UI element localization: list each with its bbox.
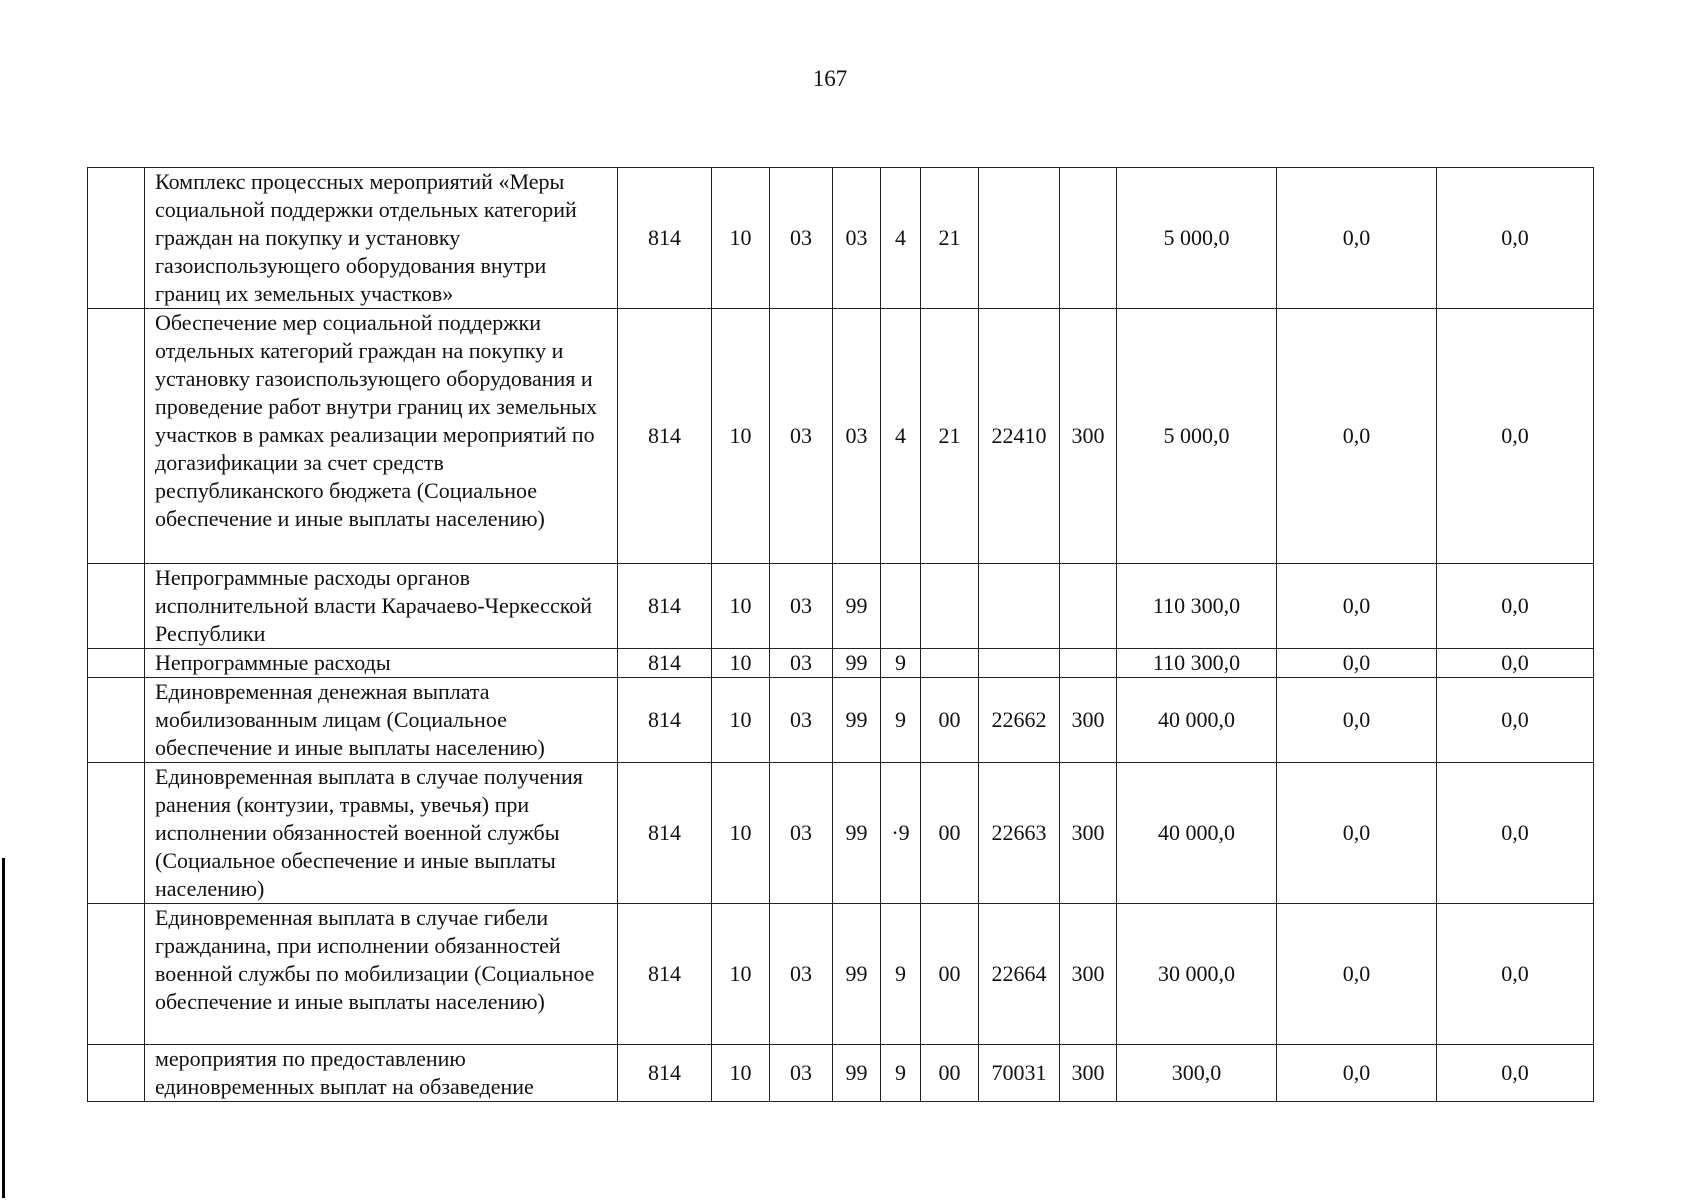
- row-name: Непрограммные расходы органов исполнительной власти Карачаево-Черкесской Республики: [145, 564, 618, 649]
- section-code: 10: [712, 649, 770, 678]
- ved-code: 814: [618, 649, 712, 678]
- subsection-code: 03: [770, 904, 833, 1045]
- row-index-cell: [88, 168, 145, 309]
- target-article-element: 21: [921, 168, 979, 309]
- amount-year-1: 40 000,0: [1117, 763, 1277, 904]
- ved-code: 814: [618, 168, 712, 309]
- ved-code: 814: [618, 1045, 712, 1102]
- row-index-cell: [88, 564, 145, 649]
- row-name: Непрограммные расходы: [145, 649, 618, 678]
- subsection-code: 03: [770, 309, 833, 564]
- target-article-element: 00: [921, 904, 979, 1045]
- amount-year-3: 0,0: [1437, 1045, 1594, 1102]
- target-article-element: 21: [921, 309, 979, 564]
- section-code: 10: [712, 309, 770, 564]
- target-article-direction: [979, 649, 1060, 678]
- target-article-element: 00: [921, 763, 979, 904]
- ved-code: 814: [618, 678, 712, 763]
- section-code: 10: [712, 763, 770, 904]
- row-name: Обеспечение мер социальной поддержки отдельных категорий граждан на покупку и установку газоиспользующего оборудования и проведение работ внутри границ их земельных участков в рамках реализации мероприятий по догазификации за счет средств республиканского бюджета (Социальное обеспечение и иные выплаты населению): [145, 309, 618, 564]
- section-code: 10: [712, 168, 770, 309]
- amount-year-1: 5 000,0: [1117, 168, 1277, 309]
- row-index-cell: [88, 649, 145, 678]
- target-article-type: [881, 564, 921, 649]
- ved-code: 814: [618, 763, 712, 904]
- target-article-direction: 70031: [979, 1045, 1060, 1102]
- target-article-program: 99: [833, 678, 881, 763]
- row-index-cell: [88, 309, 145, 564]
- target-article-program: 99: [833, 904, 881, 1045]
- amount-year-1: 300,0: [1117, 1045, 1277, 1102]
- target-article-direction: [979, 168, 1060, 309]
- target-article-element: [921, 564, 979, 649]
- target-article-type: ·9: [881, 763, 921, 904]
- subsection-code: 03: [770, 678, 833, 763]
- target-article-program: 99: [833, 1045, 881, 1102]
- row-index-cell: [88, 904, 145, 1045]
- scan-edge-mark: [2, 858, 5, 1198]
- table-row: [88, 678, 1594, 763]
- amount-year-2: 0,0: [1277, 904, 1437, 1045]
- amount-year-3: 0,0: [1437, 678, 1594, 763]
- amount-year-1: 5 000,0: [1117, 309, 1277, 564]
- row-name: Единовременная денежная выплата мобилизованным лицам (Социальное обеспечение и иные выплаты населению): [145, 678, 618, 763]
- amount-year-1: 110 300,0: [1117, 564, 1277, 649]
- target-article-direction: 22410: [979, 309, 1060, 564]
- subsection-code: 03: [770, 763, 833, 904]
- table-row: [88, 904, 1594, 1045]
- target-article-element: [921, 649, 979, 678]
- row-index-cell: [88, 1045, 145, 1102]
- target-article-type: 9: [881, 904, 921, 1045]
- target-article-program: 99: [833, 564, 881, 649]
- target-article-type: 9: [881, 678, 921, 763]
- expense-type-code: 300: [1060, 1045, 1117, 1102]
- target-article-type: 4: [881, 309, 921, 564]
- amount-year-3: 0,0: [1437, 904, 1594, 1045]
- ved-code: 814: [618, 904, 712, 1045]
- table-row: [88, 763, 1594, 904]
- amount-year-2: 0,0: [1277, 168, 1437, 309]
- page-number: 167: [812, 66, 848, 91]
- expense-type-code: [1060, 168, 1117, 309]
- amount-year-2: 0,0: [1277, 763, 1437, 904]
- amount-year-3: 0,0: [1437, 649, 1594, 678]
- subsection-code: 03: [770, 564, 833, 649]
- subsection-code: 03: [770, 1045, 833, 1102]
- row-name: Комплекс процессных мероприятий «Меры социальной поддержки отдельных категорий граждан на покупку и установку газоиспользующего оборудования внутри границ их земельных участков»: [145, 168, 618, 309]
- table-row: [88, 564, 1594, 649]
- target-article-program: 03: [833, 309, 881, 564]
- ved-code: 814: [618, 564, 712, 649]
- amount-year-1: 30 000,0: [1117, 904, 1277, 1045]
- expense-type-code: 300: [1060, 904, 1117, 1045]
- target-article-direction: 22662: [979, 678, 1060, 763]
- target-article-element: 00: [921, 1045, 979, 1102]
- amount-year-2: 0,0: [1277, 678, 1437, 763]
- target-article-element: 00: [921, 678, 979, 763]
- expense-type-code: 300: [1060, 763, 1117, 904]
- target-article-program: 99: [833, 763, 881, 904]
- expense-type-code: [1060, 649, 1117, 678]
- target-article-program: 99: [833, 649, 881, 678]
- expense-type-code: 300: [1060, 309, 1117, 564]
- table-row: [88, 1045, 1594, 1102]
- amount-year-3: 0,0: [1437, 564, 1594, 649]
- ved-code: 814: [618, 309, 712, 564]
- target-article-type: 9: [881, 1045, 921, 1102]
- row-name: Единовременная выплата в случае получения ранения (контузии, травмы, увечья) при исполнении обязанностей военной службы (Социальное обеспечение и иные выплаты населению): [145, 763, 618, 904]
- table-row: [88, 649, 1594, 678]
- section-code: 10: [712, 678, 770, 763]
- amount-year-2: 0,0: [1277, 649, 1437, 678]
- expense-type-code: 300: [1060, 678, 1117, 763]
- amount-year-2: 0,0: [1277, 564, 1437, 649]
- section-code: 10: [712, 564, 770, 649]
- subsection-code: 03: [770, 649, 833, 678]
- amount-year-3: 0,0: [1437, 309, 1594, 564]
- row-name: Единовременная выплата в случае гибели гражданина, при исполнении обязанностей военной службы по мобилизации (Социальное обеспечение и иные выплаты населению): [145, 904, 618, 1045]
- amount-year-3: 0,0: [1437, 763, 1594, 904]
- target-article-program: 03: [833, 168, 881, 309]
- budget-table: [87, 167, 1594, 1102]
- row-index-cell: [88, 678, 145, 763]
- amount-year-2: 0,0: [1277, 309, 1437, 564]
- section-code: 10: [712, 1045, 770, 1102]
- target-article-type: 9: [881, 649, 921, 678]
- amount-year-3: 0,0: [1437, 168, 1594, 309]
- expense-type-code: [1060, 564, 1117, 649]
- target-article-direction: [979, 564, 1060, 649]
- amount-year-2: 0,0: [1277, 1045, 1437, 1102]
- target-article-direction: 22664: [979, 904, 1060, 1045]
- target-article-type: 4: [881, 168, 921, 309]
- amount-year-1: 40 000,0: [1117, 678, 1277, 763]
- table-row: [88, 168, 1594, 309]
- target-article-direction: 22663: [979, 763, 1060, 904]
- table-row: [88, 309, 1594, 564]
- row-index-cell: [88, 763, 145, 904]
- subsection-code: 03: [770, 168, 833, 309]
- amount-year-1: 110 300,0: [1117, 649, 1277, 678]
- section-code: 10: [712, 904, 770, 1045]
- row-name: мероприятия по предоставлению единовременных выплат на обзаведение: [145, 1045, 618, 1102]
